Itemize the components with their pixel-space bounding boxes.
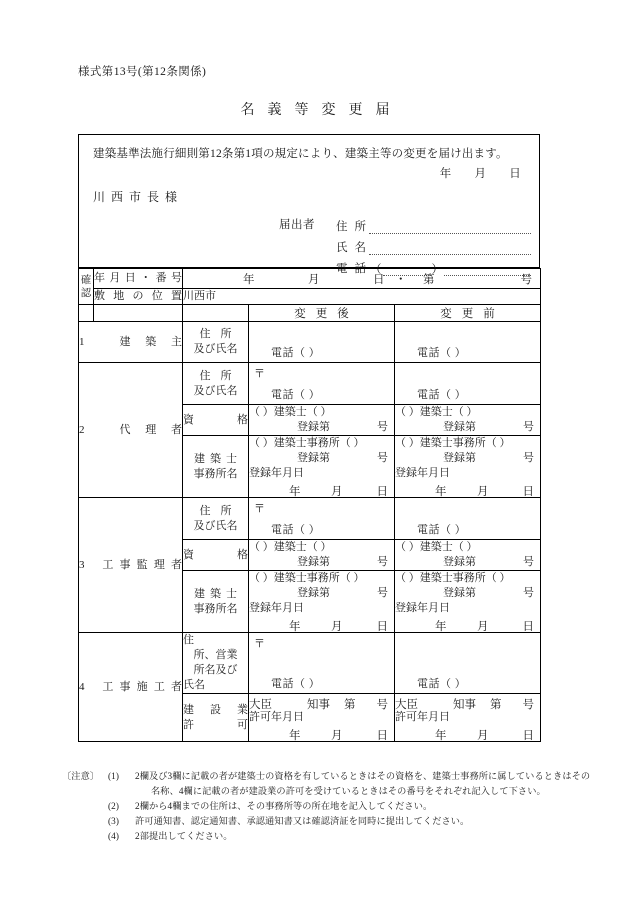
note-2 [62,799,582,814]
row-contractor-name: 工事施工者 [102,680,183,693]
submission-date-line [440,165,521,181]
notes-heading: 〔注意〕 [62,771,100,781]
confirm-year-label: 年 [243,274,255,286]
row-supervisor-num: 3 [79,558,85,571]
paren-close: ） [431,264,443,276]
agent-office-before[interactable]: （ ）建築士事務所（ ） 登録第 号 登録年月日 年 月 日 [395,436,541,498]
agent-reg-before: 登録第 号 [443,421,535,433]
agent-address-before[interactable]: 電話（ ） [395,363,541,405]
note-2-text: 2欄から4欄までの住所は、その事務所等の所在地を記入してください。 [135,801,433,811]
supervisor-qualification-after[interactable]: （ ）建築士（ ） 登録第 号 [249,540,395,571]
row-builder-name: 建築主 [119,335,182,348]
confirm-row-location [79,289,541,305]
supervisor-address-before[interactable]: 電話（ ） [395,498,541,540]
agent-qualification-before[interactable]: （ ）建築士（ ） 登録第 号 [395,405,541,436]
agent-address-after[interactable]: 〒 電話（ ） [249,363,395,405]
legal-statement: 建築基準法施行細則第12条第1項の規定により、建築主等の変更を届け出ます。 [93,148,508,160]
document-title: 名義等変更届 [240,103,403,118]
row-agent-label [79,363,183,498]
date-day-label: 日 [509,168,521,180]
row-agent-num: 2 [79,423,85,436]
confirm-dot: ・ [395,274,407,286]
confirm-no-suffix: 号 [520,274,533,286]
header-after-change: 変更後 [249,305,395,322]
submitter-fields [335,213,531,276]
note-1-number: (1) [108,771,120,781]
row-contractor-address [79,633,541,694]
confirm-date-number-label: 年月日・番号 [94,269,183,289]
confirm-month-label: 月 [308,274,320,286]
supervisor-qualification-before[interactable]: （ ）建築士（ ） 登録第 号 [395,540,541,571]
site-location-value[interactable]: 川西市 [183,289,541,305]
note-1 [62,769,591,784]
supervisor-address-after[interactable]: 〒 電話（ ） [249,498,395,540]
agent-office-label: 建築士 事務所名 [183,436,249,498]
row-contractor-label [79,633,183,742]
note-4 [62,829,582,844]
note-1-text: 2欄及び3欄に記載の者が建築士の資格を有しているときはその資格を、建築士事務所に属しているときはその [135,771,591,781]
note-1-text-cont: 名称、4欄に記載の者が建設業の許可を受けているときはその番号をそれぞれ記入して下さい。 [151,786,546,796]
notes-section [62,769,591,844]
spacer-cell-a [79,305,94,322]
row-builder-before-cell[interactable]: 電話（ ） [395,322,541,363]
row-builder-num: 1 [79,335,85,348]
contractor-address-label: 住 所、営業 所名及び 氏名 [183,633,249,694]
agent-qualification-label: 資格 [183,405,249,436]
supervisor-office-before[interactable]: （ ）建築士事務所（ ） 登録第 号 登録年月日 年 月 日 [395,571,541,633]
contractor-license-after[interactable]: 大臣 知事 第 号 許可年月日 年 月 日 [249,694,395,742]
row-supervisor-address [79,498,541,540]
agent-office-after[interactable]: （ ）建築士事務所（ ） 登録第 号 登録年月日 年 月 日 [249,436,395,498]
submitter-address-label: 住所 [336,221,373,233]
submitter-name-row [335,234,531,255]
submitter-label: 届出者 [279,219,315,231]
confirm-date-number-value[interactable] [183,269,541,289]
note-4-number: (4) [108,831,120,841]
spacer-cell-b [94,305,183,322]
spacer-cell-c [183,305,249,322]
header-before-change: 変更前 [395,305,541,322]
column-header-row [79,305,541,322]
note-3 [62,814,582,829]
contractor-license-label: 建設業 許可 [183,694,249,742]
row-supervisor-name: 工事監理者 [102,558,183,571]
submitter-name-input[interactable] [369,241,531,255]
note-4-text: 2部提出してください。 [135,831,233,841]
row-agent-address [79,363,541,405]
row-contractor-num: 4 [79,680,85,693]
row-builder [79,322,541,363]
row-supervisor-label [79,498,183,633]
row-builder-sub-label: 住所 及び氏名 [183,322,249,363]
confirm-row-number [79,269,541,289]
header-box [78,134,540,276]
supervisor-office-after[interactable]: （ ）建築士事務所（ ） 登録第 号 登録年月日 年 月 日 [249,571,395,633]
contractor-address-before[interactable]: 電話（ ） [395,633,541,694]
contractor-address-after[interactable]: 〒 電話（ ） [249,633,395,694]
submitter-tel-label: 電話 [336,263,373,275]
date-year-label: 年 [439,168,452,180]
agent-qualification-after[interactable]: （ ）建築士（ ） 登録第 号 [249,405,395,436]
confirm-day-label: 日 [373,274,385,286]
site-location-label: 敷地の位置 [94,289,183,305]
change-details-table [78,268,541,742]
note-2-number: (2) [108,801,120,811]
form-number: 様式第13号(第12条関係) [78,66,207,78]
confirm-no-prefix: 第 [423,274,435,286]
supervisor-qualification-label: 資格 [183,540,249,571]
paren-open: （ [370,264,382,276]
date-month-label: 月 [474,168,487,180]
confirm-vertical-label: 確 認 [79,269,94,305]
submitter-address-row [335,213,531,234]
submitter-address-input[interactable] [369,220,531,234]
addressee: 川西市長様 [93,190,184,204]
agent-reg-after: 登録第 号 [297,421,388,433]
row-agent-name: 代理者 [119,423,182,436]
supervisor-address-label: 住所 及び氏名 [183,498,249,540]
row-builder-after-cell[interactable]: 電話（ ） [249,322,395,363]
note-3-number: (3) [108,816,120,826]
supervisor-office-label: 建築士 事務所名 [183,571,249,633]
note-3-text: 許可通知書、認定通知書、承認通知書又は確認済証を同時に提出してください。 [135,816,470,826]
row-builder-label [79,322,183,363]
submitter-name-label: 氏名 [336,242,373,254]
agent-address-label: 住所 及び氏名 [183,363,249,405]
contractor-license-before[interactable]: 大臣 知事 第 号 許可年月日 年 月 日 [395,694,541,742]
